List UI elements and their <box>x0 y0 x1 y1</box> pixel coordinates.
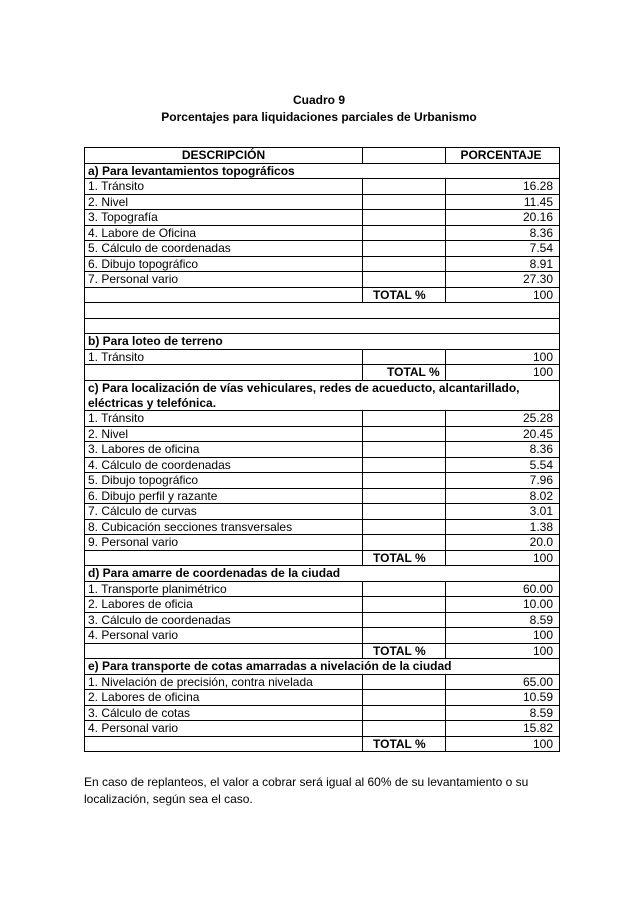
row-label: 3. Cálculo de coordenadas <box>85 612 363 628</box>
row-empty-cell <box>363 519 446 535</box>
row-empty-cell <box>363 690 446 706</box>
total-value: 100 <box>446 736 560 752</box>
total-label: TOTAL % <box>363 736 446 752</box>
section-title-c: c) Para localización de vías vehiculares, redes de acueducto, alcantarillado, eléctricas y telefónica. <box>85 381 560 411</box>
table-row <box>85 194 560 210</box>
row-empty-cell <box>363 705 446 721</box>
table-row <box>85 179 560 195</box>
table-row <box>85 504 560 520</box>
blank-row <box>85 303 560 319</box>
row-value: 11.45 <box>446 194 560 210</box>
row-value: 65.00 <box>446 674 560 690</box>
blank-cell <box>85 318 560 334</box>
row-empty-cell <box>363 721 446 737</box>
row-label: 1. Transporte planimétrico <box>85 581 363 597</box>
row-empty-cell <box>363 194 446 210</box>
row-label: 8. Cubicación secciones transversales <box>85 519 363 535</box>
table-row <box>85 690 560 706</box>
table-row <box>85 519 560 535</box>
table-row <box>85 349 560 365</box>
row-value: 5.54 <box>446 457 560 473</box>
row-empty-cell <box>363 535 446 551</box>
row-label: 5. Dibujo topográfico <box>85 473 363 489</box>
row-empty-cell <box>363 597 446 613</box>
total-empty-cell <box>85 643 363 659</box>
section-title-row <box>85 334 560 350</box>
section-title-row <box>85 381 560 411</box>
row-value: 20.45 <box>446 426 560 442</box>
table-row <box>85 225 560 241</box>
row-empty-cell <box>363 581 446 597</box>
total-label: TOTAL % <box>363 287 446 303</box>
row-value: 8.91 <box>446 256 560 272</box>
table-row <box>85 597 560 613</box>
row-label: 4. Labore de Oficina <box>85 225 363 241</box>
row-label: 3. Labores de oficina <box>85 442 363 458</box>
page-subtitle: Porcentajes para liquidaciones parciales de Urbanismo <box>161 110 477 124</box>
total-empty-cell <box>85 736 363 752</box>
row-empty-cell <box>363 457 446 473</box>
section-title-row <box>85 566 560 582</box>
row-label: 6. Dibujo topográfico <box>85 256 363 272</box>
row-label: 1. Nivelación de precisión, contra nivelada <box>85 674 363 690</box>
table-row <box>85 210 560 226</box>
blank-row <box>85 318 560 334</box>
table-row <box>85 705 560 721</box>
table-row <box>85 721 560 737</box>
row-label: 2. Labores de oficia <box>85 597 363 613</box>
table-row <box>85 426 560 442</box>
row-value: 20.16 <box>446 210 560 226</box>
total-empty-cell <box>85 550 363 566</box>
header-description: DESCRIPCIÓN <box>85 148 363 164</box>
row-label: 4. Cálculo de coordenadas <box>85 457 363 473</box>
row-value: 27.30 <box>446 272 560 288</box>
table-row <box>85 628 560 644</box>
row-value: 8.02 <box>446 488 560 504</box>
row-value: 7.54 <box>446 241 560 257</box>
row-value: 100 <box>446 628 560 644</box>
total-label: TOTAL % <box>363 643 446 659</box>
row-empty-cell <box>363 349 446 365</box>
row-value: 3.01 <box>446 504 560 520</box>
total-row <box>85 287 560 303</box>
row-empty-cell <box>363 488 446 504</box>
row-empty-cell <box>363 272 446 288</box>
row-value: 20.0 <box>446 535 560 551</box>
table-header-row <box>85 148 560 164</box>
row-label: 6. Dibujo perfil y razante <box>85 488 363 504</box>
row-empty-cell <box>363 210 446 226</box>
section-title-b: b) Para loteo de terreno <box>85 334 560 350</box>
row-value: 8.59 <box>446 705 560 721</box>
row-empty-cell <box>363 504 446 520</box>
total-row <box>85 736 560 752</box>
row-empty-cell <box>363 225 446 241</box>
total-value: 100 <box>446 365 560 381</box>
row-label: 2. Nivel <box>85 194 363 210</box>
row-value: 8.36 <box>446 442 560 458</box>
row-empty-cell <box>363 628 446 644</box>
row-value: 60.00 <box>446 581 560 597</box>
row-value: 7.96 <box>446 473 560 489</box>
row-label: 1. Tránsito <box>85 179 363 195</box>
page-title: Cuadro 9 <box>292 93 345 107</box>
row-empty-cell <box>363 442 446 458</box>
row-empty-cell <box>363 426 446 442</box>
total-row <box>85 365 560 381</box>
row-empty-cell <box>363 179 446 195</box>
table-row <box>85 442 560 458</box>
section-title-d: d) Para amarre de coordenadas de la ciudad <box>85 566 560 582</box>
total-value: 100 <box>446 287 560 303</box>
row-label: 7. Personal vario <box>85 272 363 288</box>
row-label: 1. Tránsito <box>85 349 363 365</box>
percentage-table <box>84 147 560 752</box>
row-empty-cell <box>363 473 446 489</box>
row-label: 4. Personal vario <box>85 628 363 644</box>
section-title-row <box>85 163 560 179</box>
table-row <box>85 473 560 489</box>
row-value: 10.59 <box>446 690 560 706</box>
table-row <box>85 488 560 504</box>
row-label: 2. Labores de oficina <box>85 690 363 706</box>
row-empty-cell <box>363 674 446 690</box>
row-empty-cell <box>363 612 446 628</box>
table-row <box>85 272 560 288</box>
row-empty-cell <box>363 411 446 427</box>
table-row <box>85 256 560 272</box>
row-value: 10.00 <box>446 597 560 613</box>
total-label: TOTAL % <box>363 550 446 566</box>
total-empty-cell <box>85 365 363 381</box>
row-label: 7. Cálculo de curvas <box>85 504 363 520</box>
table-row <box>85 535 560 551</box>
row-value: 16.28 <box>446 179 560 195</box>
section-title-a: a) Para levantamientos topográficos <box>85 163 560 179</box>
row-value: 1.38 <box>446 519 560 535</box>
header-percentage: PORCENTAJE <box>446 148 560 164</box>
row-empty-cell <box>363 256 446 272</box>
row-empty-cell <box>363 241 446 257</box>
row-label: 5. Cálculo de coordenadas <box>85 241 363 257</box>
table-row <box>85 241 560 257</box>
footnote: En caso de replanteos, el valor a cobrar será igual al 60% de su levantamiento o su localización, según sea el caso. <box>84 775 529 806</box>
row-label: 3. Cálculo de cotas <box>85 705 363 721</box>
table-row <box>85 457 560 473</box>
row-label: 3. Topografía <box>85 210 363 226</box>
total-value: 100 <box>446 643 560 659</box>
table-row <box>85 581 560 597</box>
total-label: TOTAL % <box>363 365 446 381</box>
row-label: 2. Nivel <box>85 426 363 442</box>
row-label: 4. Personal vario <box>85 721 363 737</box>
section-title-e: e) Para transporte de cotas amarradas a nivelación de la ciudad <box>85 659 560 675</box>
total-value: 100 <box>446 550 560 566</box>
total-row <box>85 643 560 659</box>
row-value: 8.59 <box>446 612 560 628</box>
row-value: 15.82 <box>446 721 560 737</box>
row-label: 1. Tránsito <box>85 411 363 427</box>
row-value: 8.36 <box>446 225 560 241</box>
row-value: 25.28 <box>446 411 560 427</box>
header-empty-cell <box>363 148 446 164</box>
section-title-row <box>85 659 560 675</box>
blank-cell <box>85 303 560 319</box>
total-empty-cell <box>85 287 363 303</box>
table-row <box>85 411 560 427</box>
table-row <box>85 612 560 628</box>
row-value: 100 <box>446 349 560 365</box>
table-row <box>85 674 560 690</box>
total-row <box>85 550 560 566</box>
row-label: 9. Personal vario <box>85 535 363 551</box>
